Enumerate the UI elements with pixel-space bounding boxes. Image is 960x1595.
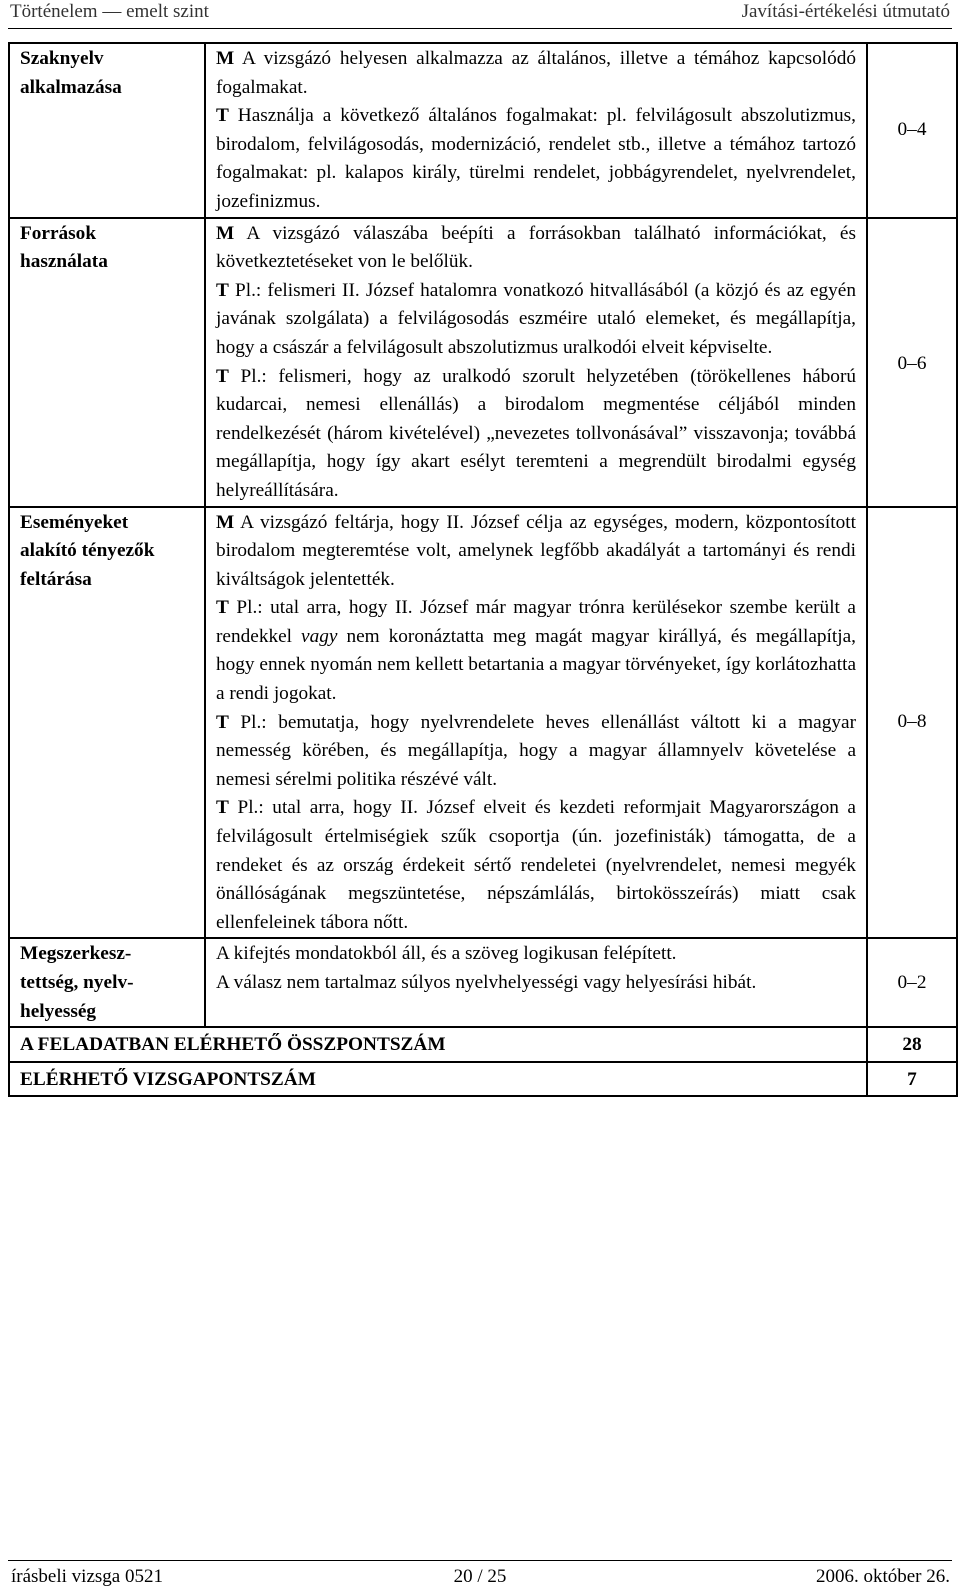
page-footer — [8, 1560, 952, 1590]
paragraph-prefix: M — [216, 48, 235, 69]
criterion-category — [9, 938, 205, 1027]
description-paragraph — [216, 102, 856, 216]
description-paragraph — [216, 794, 856, 937]
paragraph-prefix: T — [216, 711, 229, 733]
description-paragraph — [216, 363, 856, 506]
criterion-description — [205, 43, 867, 218]
total-row — [9, 1062, 957, 1097]
criterion-description — [205, 218, 867, 507]
criterion-row — [9, 507, 957, 939]
criterion-category — [9, 43, 205, 218]
category-line: feltárása — [20, 568, 92, 590]
criterion-points: 0–8 — [867, 507, 957, 939]
paragraph-text: Pl.: felismeri II. József hatalomra vonatkozó hitvallásából (a közjó és az egyén javának szolgálata) a felvilágosodás eszméire utaló elemeket, és megállapítja, hogy a császár a felvilágosult abszolutizmus uralkodói elveit képviselte. — [216, 279, 856, 358]
criterion-description — [205, 507, 867, 939]
paragraph-text: Pl.: bemutatja, hogy nyelvrendelete heves ellenállást váltott ki a magyar nemesség körében, és megállapítja, hogy a magyar államnyelv követelése a nemesi sérelmi politika részévé vált. — [216, 711, 856, 790]
header-rule — [8, 28, 952, 29]
description-paragraph — [216, 709, 856, 795]
category-line: Források — [20, 222, 97, 244]
header-doc-type: Javítási-értékelési útmutató — [741, 1, 950, 22]
header-subject: Történelem — emelt szint — [10, 1, 209, 22]
category-line: helyesség — [20, 1000, 97, 1022]
description-paragraph: A kifejtés mondatokból áll, és a szöveg logikusan felépített. — [216, 943, 677, 965]
paragraph-text: Pl.: utal arra, hogy II. József elveit és kezdeti reformjait Magyarországon a felvilágosult értelmiségiek szűk csoportja (ún. jozefinisták) támogatta, de a rendeket és az ország érdekeit sértő rendeletei (nyelvrendelet, nemesi megyék önállóságának megszüntetése, népszámlálás, birtokösszeírás) miatt csak ellenfeleinek tábora nőtt. — [216, 797, 856, 933]
scoring-table-body — [9, 43, 957, 1096]
footer-exam-code: írásbeli vizsga 0521 — [11, 1566, 163, 1587]
description-paragraph — [216, 220, 856, 277]
paragraph-prefix: M — [216, 222, 235, 244]
criterion-description — [205, 938, 867, 1027]
paragraph-text: Pl.: utal arra, hogy II. József már magyar trónra kerülésekor szembe került a rendekkel vagy nem koronáztatta meg magát magyar királlyá, és megállapítja, hogy ennek nyomán nem kellett betartania a magyar törvényeket, így korlátozhatta a rendi jogokat. — [216, 597, 856, 705]
total-value: 28 — [867, 1027, 957, 1062]
category-line: Megszerkesz- — [20, 943, 132, 965]
category-line: használata — [20, 251, 108, 273]
paragraph-text: A vizsgázó válaszába beépíti a forrásokban található információkat, és következtetéseket von le belőlük. — [216, 222, 856, 273]
footer-page-number: 20 / 25 — [453, 1566, 507, 1587]
paragraph-text: A vizsgázó helyesen alkalmazza az általános, illetve a témához kapcsolódó fogalmakat. — [216, 48, 856, 98]
criterion-row — [9, 938, 957, 1027]
paragraph-prefix: T — [216, 597, 229, 619]
paragraph-text: Pl.: felismeri, hogy az uralkodó szorult helyzetében (törökellenes háború kudarcai, nemesi ellenállás) a birodalom megmentése céljából minden rendelkezését (három kivételével) „nevezetes tollvonásával” visszavonja; továbbá megállapítja, hogy így akart esélyt teremteni a megrendült birodalmi egység helyreállítására. — [216, 365, 856, 501]
description-paragraph — [216, 277, 856, 363]
total-label: A FELADATBAN ELÉRHETŐ ÖSSZPONTSZÁM — [9, 1027, 867, 1062]
total-label: ELÉRHETŐ VIZSGAPONTSZÁM — [9, 1062, 867, 1097]
criterion-row — [9, 43, 957, 218]
criterion-category — [9, 507, 205, 939]
paragraph-prefix: T — [216, 365, 229, 387]
footer-date: 2006. október 26. — [815, 1566, 950, 1587]
category-line: alkalmazása — [20, 76, 122, 98]
description-paragraph — [216, 509, 856, 595]
category-line: Szaknyelv — [20, 48, 104, 69]
category-line: alakító tényezők — [20, 540, 155, 562]
criterion-points: 0–4 — [867, 43, 957, 218]
paragraph-text: Használja a következő általános fogalmakat: pl. felvilágosult abszolutizmus, birodalom, felvilágosodás, modernizáció, rendelet stb., illetve a témához tartozó fogalmakat: pl. kalapos király, türelmi rendelet, jobbágyrendelet, nyelvrendelet, jozefinizmus. — [216, 105, 856, 212]
total-value: 7 — [867, 1062, 957, 1097]
paragraph-prefix: T — [216, 279, 229, 301]
paragraph-text: A vizsgázó feltárja, hogy II. József célja az egységes, modern, központosított birodalom megteremtése volt, amelynek legfőbb akadályát a tartományi és rendi kiváltságok jelentették. — [216, 511, 856, 590]
scoring-table — [8, 42, 958, 1097]
criterion-category — [9, 218, 205, 507]
paragraph-prefix: T — [216, 105, 229, 127]
paragraph-prefix: M — [216, 511, 235, 533]
criterion-row — [9, 218, 957, 507]
description-paragraph — [216, 594, 856, 708]
category-line: Eseményeket — [20, 511, 129, 533]
total-row — [9, 1027, 957, 1062]
criterion-points: 0–6 — [867, 218, 957, 507]
footer-rule — [8, 1560, 952, 1561]
description-paragraph — [216, 45, 856, 102]
paragraph-prefix: T — [216, 797, 229, 819]
description-paragraph: A válasz nem tartalmaz súlyos nyelvhelyességi vagy helyesírási hibát. — [216, 972, 757, 993]
category-line: tettség, nyelv- — [20, 972, 134, 993]
criterion-points: 0–2 — [867, 938, 957, 1027]
